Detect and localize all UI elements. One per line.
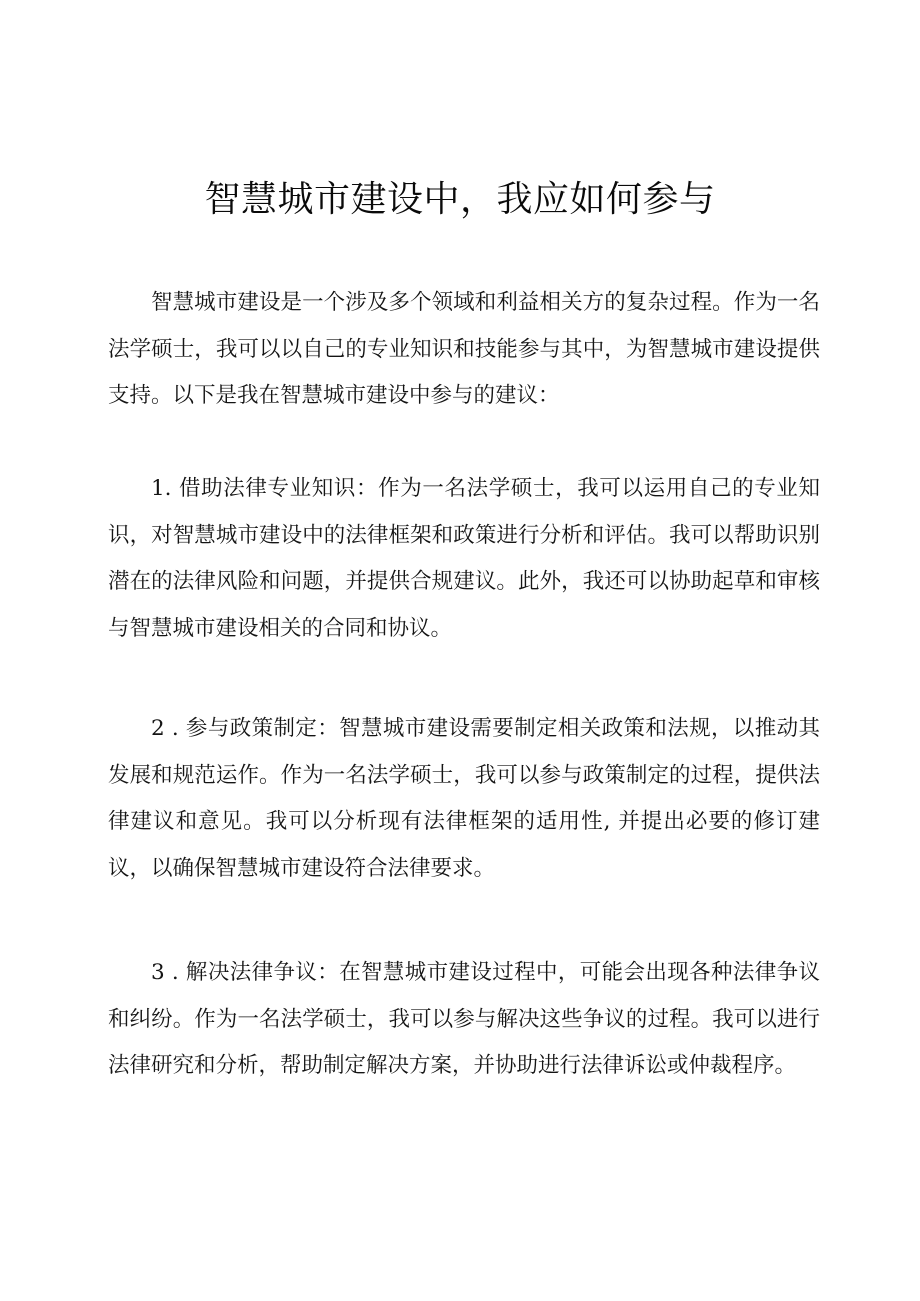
suggestion-3-paragraph: 3 . 解决法律争议：在智慧城市建设过程中，可能会出现各种法律争议和纠纷。作为一名法学硕士，我可以参与解决这些争议的过程。我可以进行法律研究和分析，帮助制定解决方案，并协助进行法律诉讼或仲裁程序。 xyxy=(108,960,820,1078)
intro-paragraph: 智慧城市建设是一个涉及多个领域和利益相关方的复杂过程。作为一名法学硕士，我可以以自己的专业知识和技能参与其中，为智慧城市建设提供支持。以下是我在智慧城市建设中参与的建议： xyxy=(108,290,820,408)
suggestion-2-paragraph: 2 . 参与政策制定：智慧城市建设需要制定相关政策和法规，以推动其发展和规范运作。作为一名法学硕士，我可以参与政策制定的过程，提供法律建议和意见。我可以分析现有法律框架的适用性, 并提出必要的修订建议，以确保智慧城市建设符合法律要求。 xyxy=(108,716,820,881)
document-title: 智慧城市建设中，我应如何参与 xyxy=(204,179,716,220)
suggestion-1-paragraph: 1. 借助法律专业知识：作为一名法学硕士，我可以运用自己的专业知识，对智慧城市建设中的法律框架和政策进行分析和评估。我可以帮助识别潜在的法律风险和问题，并提供合规建议。此外，我还可以协助起草和审核与智慧城市建设相关的合同和协议。 xyxy=(108,476,820,641)
